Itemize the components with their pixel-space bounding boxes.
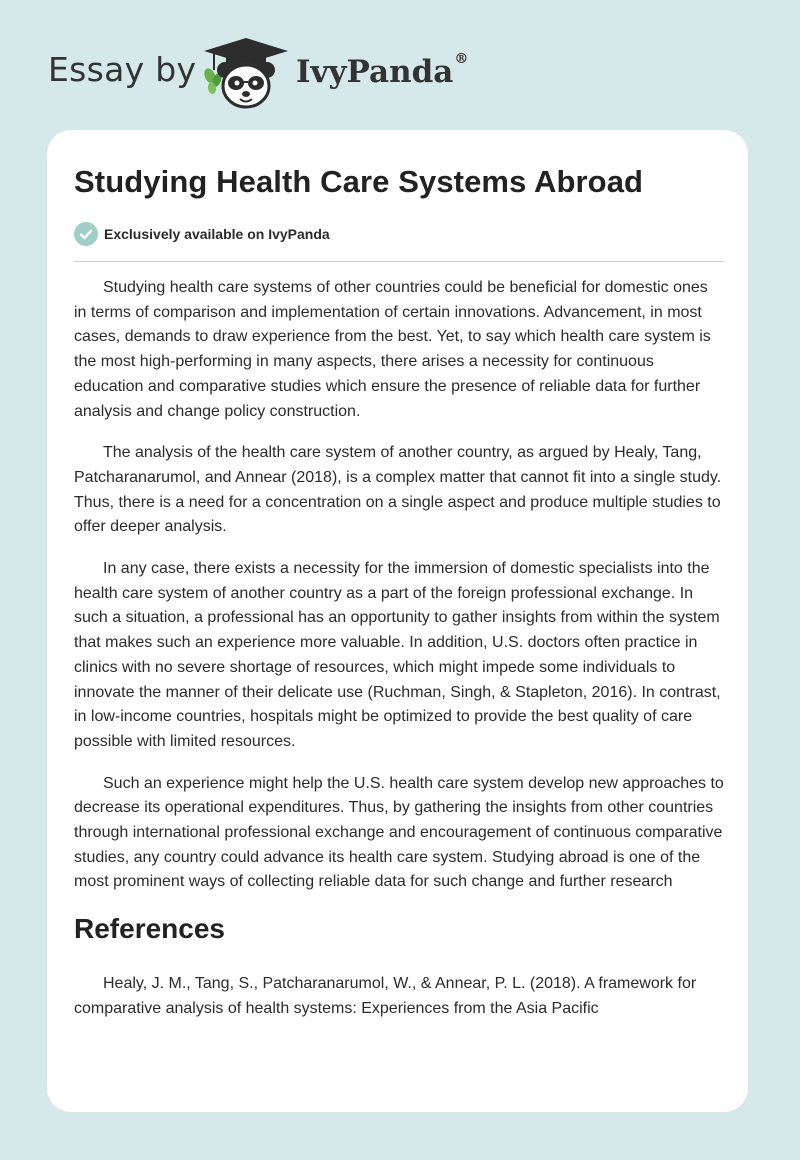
paragraph: Such an experience might help the U.S. health care system develop new approaches to decrease its operational expenditures. Thus, by gathering the insights from other countries through international professional exchange and encouragement of continuous comparative studies, any country could advance its health care system. Studying abroad is one of the most prominent ways of collecting reliable data for such change and further research: [74, 774, 724, 891]
registered-mark: ®: [454, 51, 469, 67]
essay-by-label: Essay by: [48, 50, 197, 89]
references-heading: References: [74, 913, 225, 945]
badge-label: Exclusively available on IvyPanda: [104, 226, 330, 242]
check-circle-icon: [74, 222, 98, 246]
site-header: [0, 0, 800, 130]
essay-body: [74, 276, 724, 1039]
divider: [74, 261, 724, 262]
paragraph: Studying health care systems of other countries could be beneficial for domestic ones in terms of comparison and implementation of certain innovations. Advancement, in most cases, demands to draw experience from the best. Yet, to say which health care system is the most high-performing in many aspects, there arises a necessity for continuous education and comparative studies which ensure the presence of reliable data for further analysis and change policy construction.: [74, 279, 711, 420]
panda-logo-icon[interactable]: [200, 36, 292, 110]
exclusive-badge: [74, 222, 330, 246]
paragraph: The analysis of the health care system of another country, as argued by Healy, Tang, Patcharanarumol, and Annear (2018), is a complex matter that cannot fit into a single study. Thus, there is a need for a concentration on a single aspect and produce multiple studies to offer deeper analysis.: [74, 444, 722, 536]
reference-item: Healy, J. M., Tang, S., Patcharanarumol, W., & Annear, P. L. (2018). A framework for comparative analysis of health systems: Experiences from the Asia Pacific: [74, 975, 697, 1017]
page-title: Studying Health Care Systems Abroad: [74, 164, 644, 199]
brand-name[interactable]: [296, 51, 469, 90]
essay-card: [47, 130, 748, 1112]
paragraph: In any case, there exists a necessity for the immersion of domestic specialists into the health care system of another country as a part of the foreign professional exchange. In such a situation, a professional has an opportunity to gather insights from within the system that makes such an experience more valuable. In addition, U.S. doctors often practice in clinics with no severe shortage of resources, which might impede some individuals to innovate the manner of their delicate use (Ruchman, Singh, & Stapleton, 2016). In contrast, in low-income countries, hospitals might be optimized to provide the best quality of care possible with limited resources.: [74, 560, 721, 750]
brand-name-text: IvyPanda: [296, 54, 454, 90]
